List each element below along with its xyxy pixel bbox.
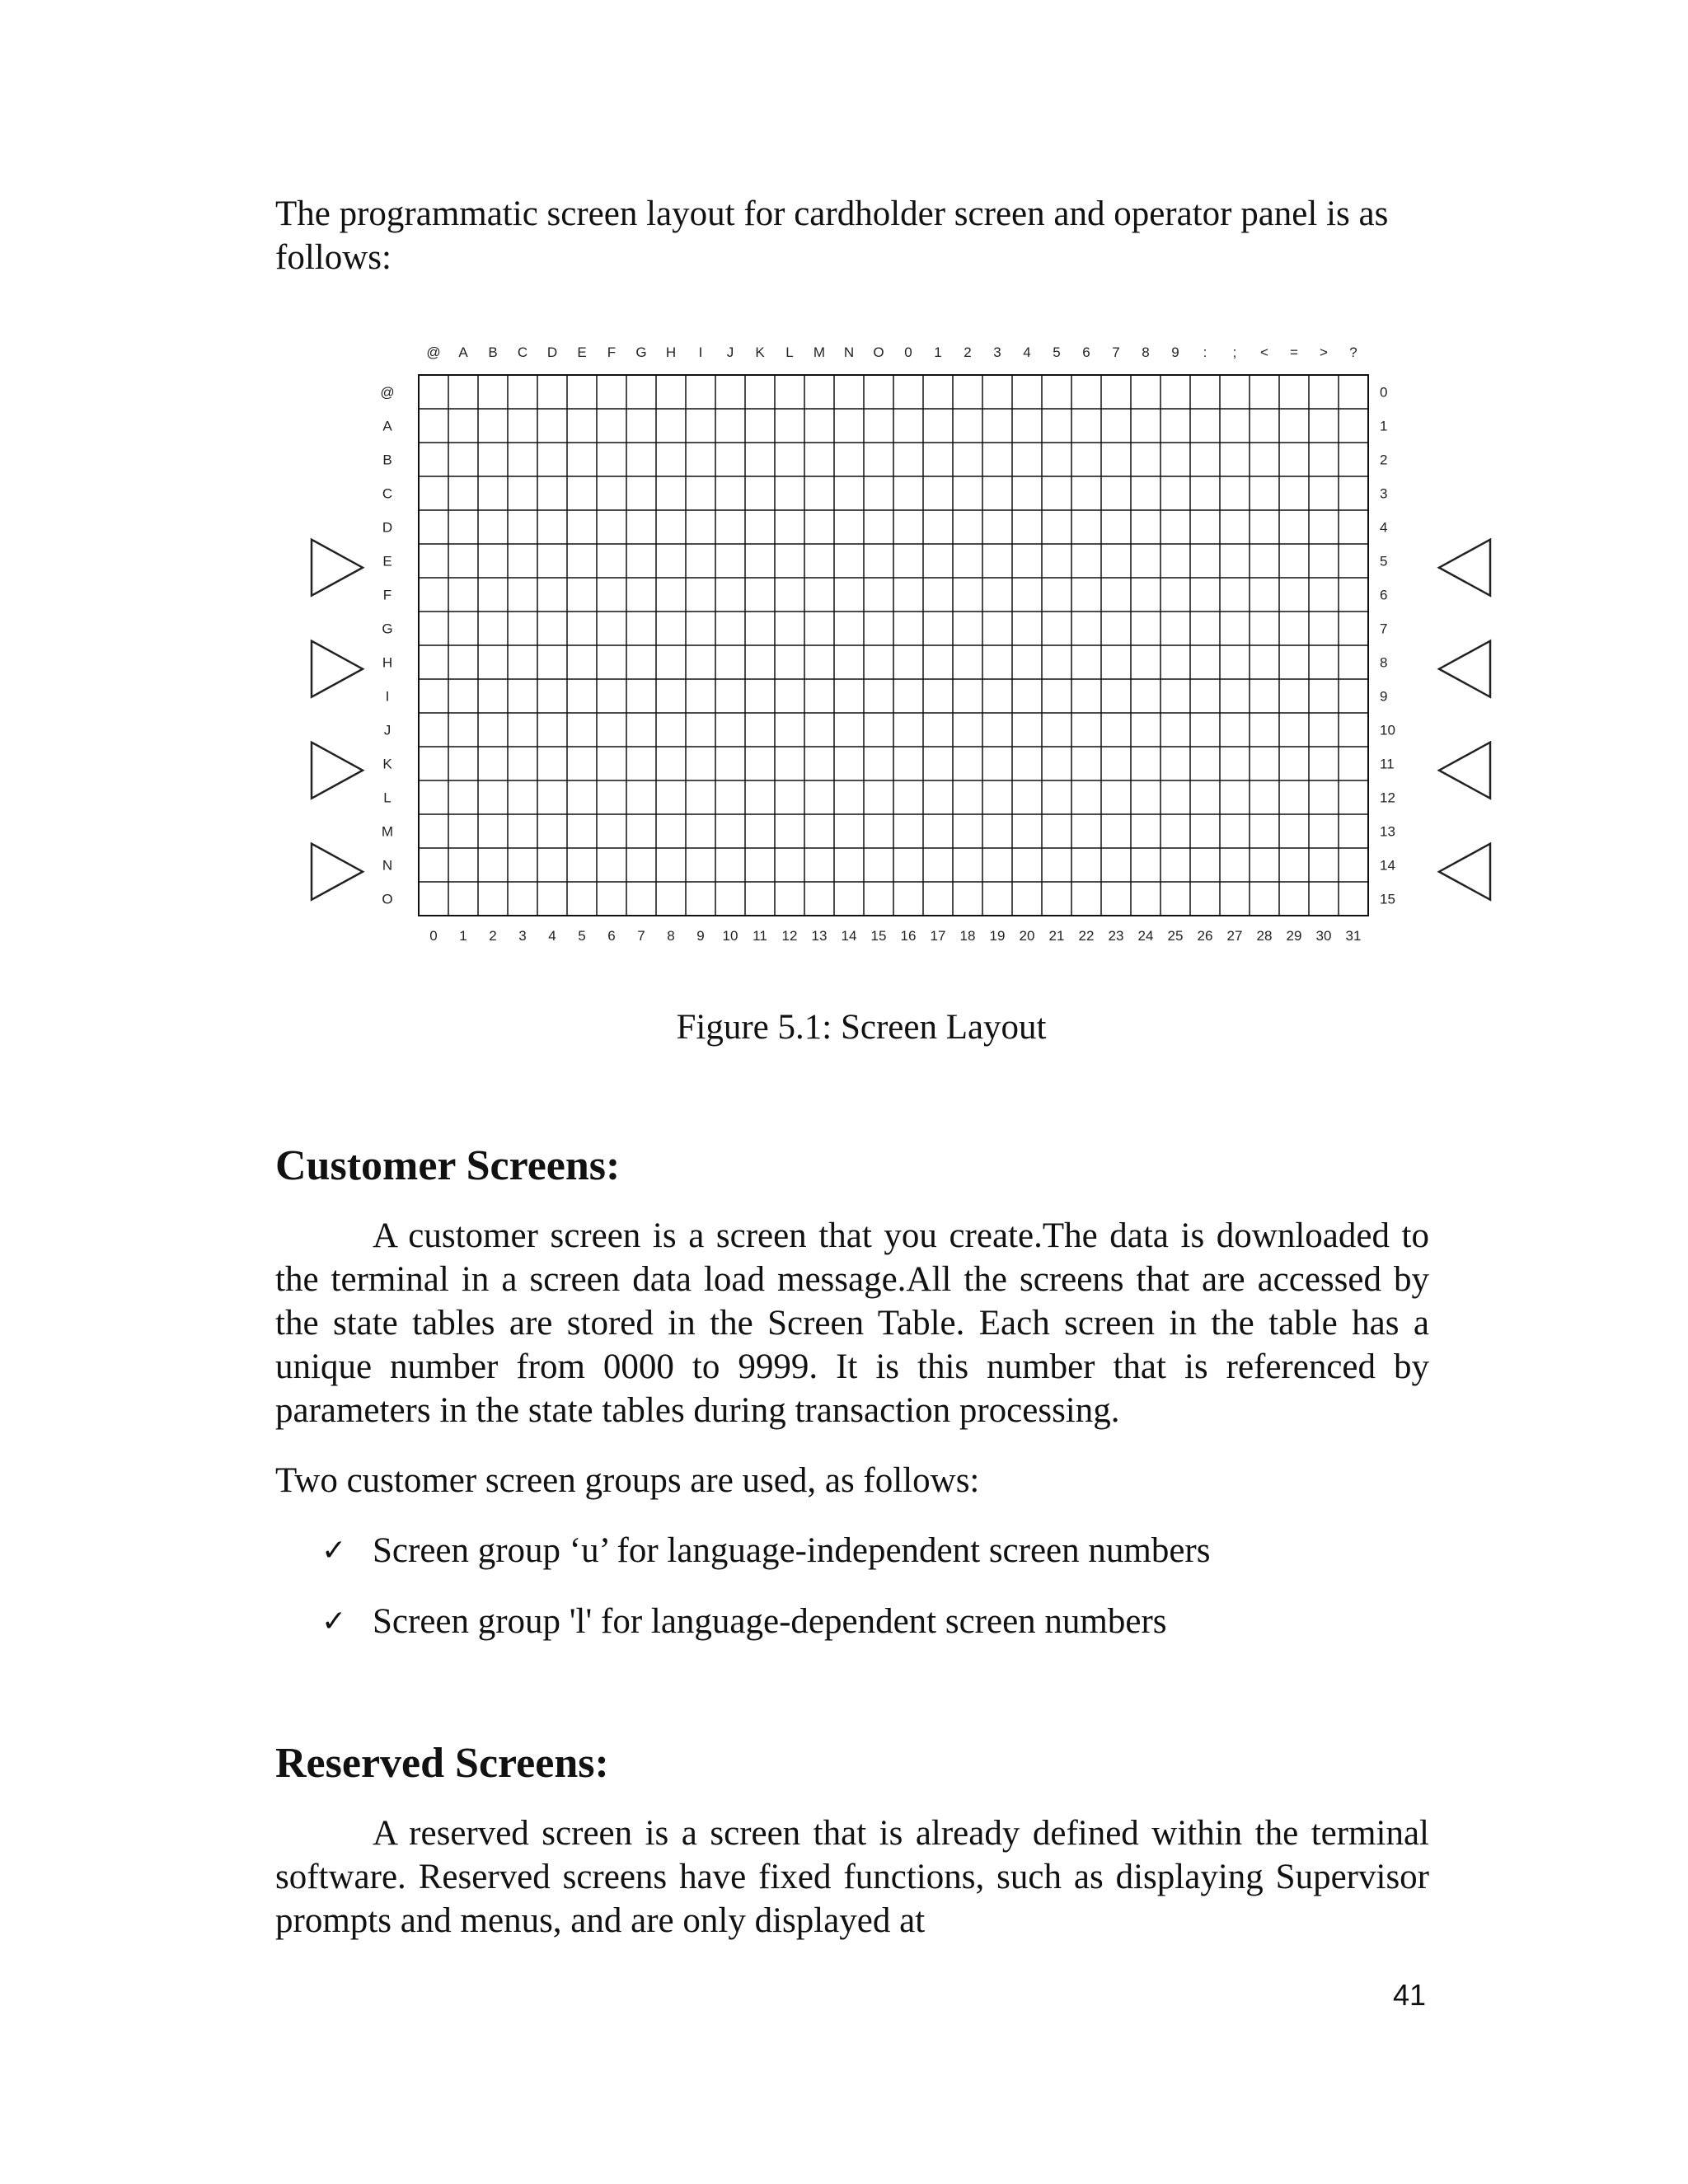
left-row-label: @ — [380, 384, 395, 401]
left-row-label: I — [385, 688, 390, 705]
right-row-label: 12 — [1380, 790, 1395, 806]
top-column-label: E — [577, 344, 587, 360]
bottom-column-label: 9 — [696, 928, 705, 944]
top-column-label: 8 — [1142, 344, 1150, 360]
screen-grid — [419, 375, 1368, 916]
bottom-column-label: 26 — [1197, 928, 1213, 944]
list-item — [321, 1600, 1210, 1643]
left-row-label: K — [382, 756, 392, 772]
left-fdk-keys — [312, 540, 363, 900]
right-row-label: 8 — [1380, 654, 1388, 671]
top-column-label: I — [698, 344, 703, 360]
page-number: 41 — [1393, 1978, 1427, 2012]
top-column-label: 7 — [1112, 344, 1120, 360]
bottom-column-label: 3 — [518, 928, 527, 944]
bottom-column-label: 2 — [489, 928, 497, 944]
intro-paragraph: The programmatic screen layout for cardholder screen and operator panel is as follows: — [275, 194, 1389, 277]
checkmark-icon: ✓ — [321, 1605, 347, 1638]
right-fdk-arrow-icon — [1439, 641, 1490, 697]
bottom-column-label: 20 — [1019, 928, 1035, 944]
bottom-column-label: 7 — [637, 928, 645, 944]
bottom-column-label: 25 — [1167, 928, 1184, 944]
right-row-label: 7 — [1380, 621, 1388, 637]
top-column-label: L — [785, 344, 794, 360]
bottom-column-label: 6 — [607, 928, 616, 944]
bottom-column-label: 22 — [1078, 928, 1095, 944]
top-column-label: 2 — [964, 344, 972, 360]
customer-screens-paragraph: A customer screen is a screen that you create.The data is downloaded to the terminal in a screen data load message.All the screens that are accessed by the state tables are stored in the Screen Table. Each screen in the table has a unique number from 0000 to 9999. It is this number that is referenced by parameters in the state tables during transaction processing. — [275, 1216, 1429, 1430]
top-column-label: @ — [426, 344, 441, 360]
list-item — [321, 1529, 1210, 1572]
bottom-column-label: 11 — [753, 928, 767, 944]
top-column-label: 3 — [993, 344, 1001, 360]
bottom-column-label: 29 — [1286, 928, 1302, 944]
bottom-column-label: 28 — [1256, 928, 1273, 944]
right-row-label: 5 — [1380, 553, 1388, 569]
bottom-column-label: 30 — [1315, 928, 1332, 944]
right-row-label: 1 — [1380, 418, 1388, 434]
right-row-label: 14 — [1380, 857, 1395, 874]
right-row-label: 11 — [1380, 756, 1395, 772]
bottom-column-label: 15 — [870, 928, 887, 944]
top-column-label: ; — [1232, 344, 1237, 360]
screen-groups-list — [321, 1529, 1210, 1671]
left-row-label: J — [383, 722, 392, 738]
left-row-label: M — [381, 823, 394, 840]
left-row-label: H — [382, 654, 393, 671]
left-row-label: B — [382, 452, 392, 468]
top-column-label: M — [813, 344, 826, 360]
right-fdk-arrow-icon — [1439, 844, 1490, 900]
list-item-text: Screen group ‘u’ for language-independent screen numbers — [373, 1531, 1211, 1570]
bottom-column-label: 10 — [722, 928, 738, 944]
left-fdk-arrow-icon — [312, 540, 363, 596]
left-fdk-arrow-icon — [312, 844, 363, 900]
right-fdk-arrow-icon — [1439, 743, 1490, 799]
top-column-label: 0 — [904, 344, 912, 360]
right-row-label: 3 — [1380, 485, 1388, 502]
bottom-column-label: 14 — [841, 928, 857, 944]
right-row-label: 13 — [1380, 823, 1395, 840]
top-column-label: O — [873, 344, 884, 360]
top-column-label: C — [517, 344, 528, 360]
right-row-labels — [1380, 385, 1395, 907]
top-column-label: < — [1260, 344, 1268, 360]
right-fdk-arrow-icon — [1439, 540, 1490, 596]
bottom-column-label: 31 — [1345, 928, 1362, 944]
list-item-text: Screen group 'l' for language-dependent screen numbers — [373, 1602, 1167, 1641]
right-row-label: 10 — [1380, 722, 1395, 738]
right-row-label: 9 — [1380, 688, 1388, 705]
top-column-label: > — [1320, 344, 1328, 360]
left-row-label: L — [383, 790, 392, 806]
top-column-label: 5 — [1053, 344, 1061, 360]
right-row-label: 2 — [1380, 452, 1388, 468]
top-column-label: N — [843, 344, 855, 360]
bottom-column-label: 5 — [578, 928, 586, 944]
figure-caption: Figure 5.1: Screen Layout — [676, 1008, 1047, 1047]
top-column-label: : — [1203, 344, 1207, 360]
top-column-label: F — [607, 344, 617, 360]
right-row-label: 6 — [1380, 587, 1388, 603]
bottom-column-label: 4 — [548, 928, 556, 944]
right-fdk-keys — [1439, 540, 1490, 900]
top-column-label: = — [1290, 344, 1298, 360]
bottom-column-label: 19 — [989, 928, 1006, 944]
top-column-label: 4 — [1023, 344, 1031, 360]
bottom-column-label: 27 — [1226, 928, 1243, 944]
bottom-column-label: 24 — [1137, 928, 1154, 944]
left-row-label: E — [382, 553, 392, 569]
bottom-column-label: 21 — [1048, 928, 1065, 944]
checkmark-icon: ✓ — [321, 1534, 347, 1568]
right-row-label: 0 — [1380, 384, 1388, 401]
top-column-label: 1 — [934, 344, 942, 360]
left-row-label: N — [382, 857, 393, 874]
top-column-label: 9 — [1171, 344, 1179, 360]
top-column-label: B — [488, 344, 498, 360]
bottom-column-label: 16 — [900, 928, 917, 944]
left-row-label: G — [382, 621, 393, 637]
right-row-label: 15 — [1380, 891, 1395, 907]
right-row-label: 4 — [1380, 519, 1388, 536]
customer-screens-heading: Customer Screens: — [275, 1142, 621, 1189]
left-row-label: D — [382, 519, 393, 536]
top-column-label: D — [546, 344, 558, 360]
left-row-label: C — [382, 485, 393, 502]
left-row-label: A — [382, 418, 392, 434]
bottom-column-label: 1 — [459, 928, 467, 944]
left-row-label: F — [382, 587, 392, 603]
bottom-column-label: 8 — [667, 928, 675, 944]
top-column-label: ? — [1349, 344, 1357, 360]
bottom-column-label: 17 — [930, 928, 946, 944]
left-row-label: O — [382, 891, 393, 907]
left-fdk-arrow-icon — [312, 641, 363, 697]
bottom-column-label: 12 — [781, 928, 798, 944]
top-column-label: H — [665, 344, 677, 360]
screen-layout-figure — [0, 326, 1688, 968]
top-column-label: 6 — [1082, 344, 1090, 360]
reserved-screens-heading: Reserved Screens: — [275, 1740, 609, 1787]
screen-groups-intro: Two customer screen groups are used, as follows: — [275, 1461, 980, 1500]
top-column-labels — [426, 344, 1357, 360]
bottom-column-labels — [429, 928, 1361, 944]
bottom-column-label: 0 — [429, 928, 438, 944]
left-fdk-arrow-icon — [312, 743, 363, 799]
top-column-label: J — [726, 344, 734, 360]
reserved-screens-paragraph: A reserved screen is a screen that is already defined within the terminal software. Reserved screens have fixed functions, such as displaying Supervisor prompts and menus, and are only displayed at — [275, 1814, 1429, 1940]
bottom-column-label: 18 — [959, 928, 976, 944]
bottom-column-label: 13 — [811, 928, 828, 944]
top-column-label: G — [635, 344, 647, 360]
bottom-column-label: 23 — [1108, 928, 1124, 944]
top-column-label: A — [458, 344, 468, 360]
left-row-labels — [380, 385, 394, 907]
top-column-label: K — [755, 344, 765, 360]
